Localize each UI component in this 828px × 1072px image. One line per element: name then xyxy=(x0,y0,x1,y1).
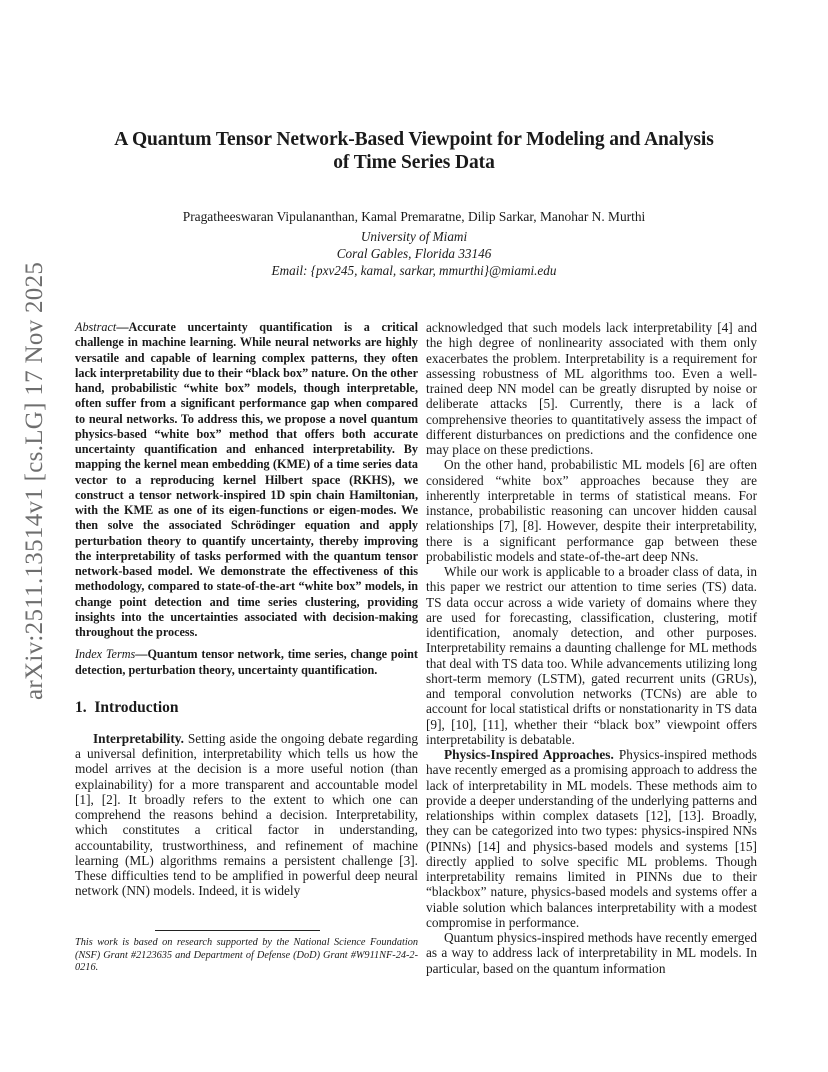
author-list: Pragatheeswaran Vipulananthan, Kamal Premaratne, Dilip Sarkar, Manohar N. Murthi xyxy=(182,209,646,224)
run-in-heading-physics: Physics-Inspired Approaches. xyxy=(444,747,614,762)
paragraph-continuation: acknowledged that such models lack interpretability [4] and the high degree of nonlinearity associated with them only exacerbates the problem. Interpretability is a requirement for assessing robustness of ML algorithms too. Even a well-trained deep NN model can be greatly disrupted by noise or deliberate attacks [5]. Currently, there is a lack of comprehensive theories to quantitatively assess the impact of different disturbances on predictions and the confidence one may place on these predictions. xyxy=(426,320,757,457)
location: Coral Gables, Florida 33146 xyxy=(336,246,492,261)
section-number: 1. xyxy=(75,698,87,716)
paragraph-quantum-methods: Quantum physics-inspired methods have recently emerged as a way to address lack of interpretability in ML models. In particular, based on the quantum information xyxy=(426,930,757,976)
paragraph-text: Setting aside the ongoing debate regarding a universal definition, interpretability which tells us how the model arrives at the decision is a more useful notion (than explainability) for a more transparent and accountable model [1], [2]. It broadly refers to the extent to which one can comprehend the reasons behind a decision. Interpretability, which constitutes a critical factor in understanding, accountability, trustworthiness, and refinement of machine learning (ML) algorithms remains a persistent challenge [3]. These difficulties tend to be amplified in powerful deep neural network (NN) models. Indeed, it is widely xyxy=(75,730,418,899)
abstract-dash: — xyxy=(116,320,129,334)
paragraph-time-series: While our work is applicable to a broader class of data, in this paper we restrict our attention to time series (TS) data. TS data occur across a wide variety of domains where they are used for forecasting, classification, clustering, motif identification, anomaly detection, and other purposes. Interpretability remains a daunting challenge for ML methods that deal with TS data too. While advancements utilizing long short-term memory (LSTM), gated recurrent units (GRUs), and temporal convolution networks (TCNs) are able to account for local statistical drifts or nonstationarity in TS data [9], [10], [11], whether their “black box” viewpoint offers interpretability is debatable. xyxy=(426,564,757,747)
index-terms-label: Index Terms xyxy=(75,647,136,662)
title-line-2: of Time Series Data xyxy=(333,152,495,173)
paragraph-interpretability xyxy=(75,731,418,899)
paragraph-text: Physics-inspired methods have recently emerged as a promising approach to address the lack of interpretability in ML models. These methods aim to provide a deeper understanding of the underlying patterns and relationships within complex datasets [12], [13]. Broadly, they can be categorized into two types: physics-inspired NNs (PINNs) [14] and physics-based models and systems [15] directly applied to solve specific ML problems. Though interpretability remains limited in PINNs due to their “blackbox” nature, physics-based models and systems offer a viable solution which balances interpretability with a modest compromise in performance. xyxy=(426,747,757,930)
arxiv-identifier-stamp: arXiv:2511.13514v1 [cs.LG] 17 Nov 2025 xyxy=(21,261,48,700)
abstract xyxy=(75,320,418,640)
section-title: Introduction xyxy=(94,698,179,716)
abstract-label: Abstract xyxy=(75,320,117,334)
right-column xyxy=(426,320,757,976)
institution: University of Miami xyxy=(360,229,468,244)
paper-title xyxy=(0,128,828,174)
author-emails: Email: {pxv245, kamal, sarkar, mmurthi}@miami.edu xyxy=(271,263,557,278)
affiliation-block xyxy=(0,228,828,279)
run-in-heading-interpretability: Interpretability. xyxy=(93,730,184,746)
index-terms-text: Quantum tensor network, time series, change point detection, perturbation theory, uncertainty quantification. xyxy=(75,647,418,677)
paragraph-physics-inspired xyxy=(426,747,757,930)
funding-footnote: This work is based on research supported by the National Science Foundation (NSF) Grant #2123635 and Department of Defense (DoD) Grant #W911NF-24-2-0216. xyxy=(75,937,418,973)
left-column xyxy=(75,320,418,899)
section-heading-introduction xyxy=(75,699,418,717)
index-terms xyxy=(75,647,418,678)
footnote-rule xyxy=(155,930,320,931)
index-terms-dash: — xyxy=(135,647,148,662)
paragraph-probabilistic-models: On the other hand, probabilistic ML models [6] are often considered “white box” approaches because they are inherently interpretable in terms of statistical means. For instance, probabilistic reasoning can uncover hidden causal relationships [7], [8]. However, despite their interpretability, there is a significant performance gap between these probabilistic models and state-of-the-art deep NNs. xyxy=(426,457,757,564)
title-line-1: A Quantum Tensor Network-Based Viewpoint for Modeling and Analysis xyxy=(114,129,714,150)
abstract-text: Accurate uncertainty quantification is a critical challenge in machine learning. While neural networks are highly versatile and capable of learning complex patterns, they often lack interpretability due to their “black box” nature. On the other hand, probabilistic “white box” models, though interpretable, often suffer from a significant performance gap when compared to neural networks. To address this, we propose a novel quantum physics-based “white box” method that offers both accurate uncertainty quantification and enhanced interpretability. By mapping the kernel mean embedding (KME) of a time series data vector to a reproducing kernel Hilbert space (RKHS), we construct a tensor network-inspired 1D spin chain Hamiltonian, with the KME as one of its eigen-functions or eigen-modes. We then solve the associated Schrödinger equation and apply perturbation theory to quantify uncertainty, thereby improving the interpretability of tasks performed with the quantum tensor network-based model. We demonstrate the effectiveness of this methodology, compared to state-of-the-art “white box” models, in change point detection and time series clustering, providing insights into the uncertainties associated with decision-making throughout the process. xyxy=(75,320,418,639)
